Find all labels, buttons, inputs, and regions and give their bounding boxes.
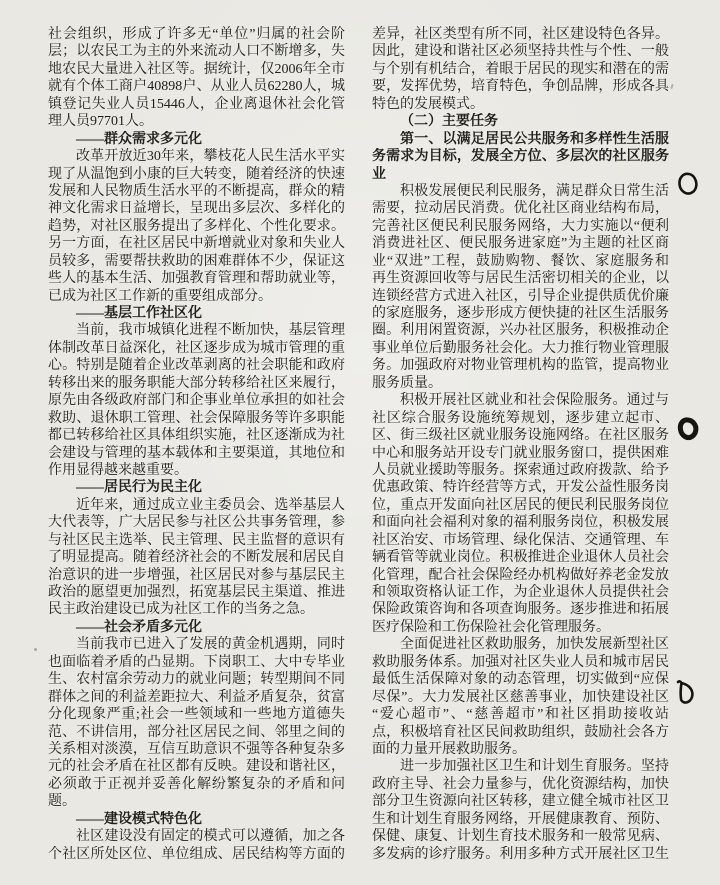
text-line: 第一、以满足居民公共服务和多样性生活服 [400,131,669,147]
text-line: 化管理，配合社会保险经办机构做好养老金发放 [372,567,669,583]
text-line: 个社区所处区位、单位组成、居民结构等方面的 [48,846,345,862]
section-heading: ——基层工作社区化 [76,306,202,321]
text-line: 心。特别是随着企业改革剥离的社会职能和政府 [48,358,345,374]
text-line: 救助服务体系。加强对社区失业人员和城市居民 [372,654,669,670]
text-line: 些人的基本生活、加强教育管理和帮助就业等， [48,271,345,287]
text-line: 治意识的进一步增强，社区居民对参与基层民主 [48,567,345,583]
text-line: 都已转移给社区具体组织实施，社区逐渐成为社 [48,428,345,444]
text-line: 业“双进”工程，鼓励购物、餐饮、家庭服务和 [372,253,669,269]
text-line: 务需求为目标，发展全方位、多层次的社区服务 [372,149,669,165]
text-line: 政府主导、社会力量参与，优化资源结构，加快 [372,776,669,792]
text-line: 最低生活保障对象的动态管理，切实做到“应保 [372,672,669,688]
text-line: 生、农村富余劳动力的就业问题；转型期间不同 [48,672,345,688]
text-line: 生和计划生育服务网络，开展健康教育、预防、 [372,811,669,827]
text-column-left [48,26,345,863]
text-line: 社会组织，形成了许多无“单位”归属的社会阶 [48,27,345,42]
text-line: 完善社区便民利民服务网络，大力实施以“便利 [372,218,669,234]
text-line: 差异，社区类型有所不同，社区建设特色各异。 [372,27,669,42]
text-line: 民主政治建设已成为社区工作的当务之急。 [48,602,314,618]
text-line: 也面临着矛盾的凸显期。下岗职工、大中专毕业 [48,654,345,670]
text-line: 趋势，对社区服务提出了多样化、个性化要求。 [48,218,345,234]
text-line: 保险政策咨询和各项查询服务。逐步推进和拓展 [372,602,669,618]
text-line: 保健、康复、计划生育技术服务和一般常见病、 [372,829,669,845]
handwritten-mark-3 [671,679,697,707]
text-line: 近年来，通过成立业主委员会、选举基层人 [76,497,345,513]
text-line: 分化现象严重;社会一些领域和一些地方道德失 [48,707,345,723]
text-line: 社区建设没有固定的模式可以遵循，加之各 [76,829,345,845]
text-line: 与个别有机结合，着眼于居民的现实和潜在的需 [372,61,669,77]
text-line: 群体之间的利益差距拉大、利益矛盾复杂，贫富 [48,689,345,705]
text-line: 区、街三级社区就业服务设施网络。在社区服务 [372,428,669,444]
text-line: 社区综合服务设施统筹规划，逐步建立起市、 [372,410,669,426]
scan-speck [34,648,37,651]
text-line: 多发病的诊疗服务。利用多种方式开展社区卫生 [372,846,669,862]
text-line: 发展和人民物质生活水平的不断提高，群众的精 [48,183,345,199]
text-line: 位，重点开发面向社区居民的便民利民服务岗位 [372,497,669,513]
text-line: 神文化需求日益增长，呈现出多层次、多样化的 [48,201,345,217]
text-line: 当前，我市城镇化进程不断加快，基层管理 [76,323,345,339]
text-line: 当前我市已进入了发展的黄金机遇期，同时 [76,637,345,653]
text-line: 再生资源回收等与居民生活密切相关的企业，以 [372,271,669,287]
text-line: 体制改革日益深化，社区逐步成为城市管理的重 [48,340,345,356]
text-line: 作用显得越来越重要。 [48,462,188,478]
text-line: 进一步加强社区卫生和计划生育服务。坚持 [400,759,669,775]
handwritten-mark-1 [676,171,700,197]
text-line: 理人员97701人。 [48,114,153,130]
text-line: 因此，建设和谐社区必须坚持共性与个性、一般 [372,44,669,60]
text-line: 的家庭服务，逐步形成方便快捷的社区生活服务 [372,306,669,321]
text-line: 层；以农民工为主的外来流动人口不断增多，失 [48,44,345,60]
text-line: 救助、退休职工管理、社会保障服务等许多职能 [48,410,345,426]
text-column-right [372,26,669,863]
text-line: 转移出来的服务职能大部分转移给社区来履行， [48,375,345,391]
text-line: 连锁经营方式进入社区，引导企业提供质优价廉 [372,288,669,304]
text-line: 政治的愿望更加强烈，拓宽基层民主渠道、推进 [48,585,345,600]
text-line: 已成为社区工作新的重要组成部分。 [48,288,272,304]
text-line: 服务质量。 [372,375,442,391]
section-heading: ——居民行为民主化 [76,480,202,496]
text-line: “爱心超市”、“慈善超市”和社区捐助接收站 [372,707,669,723]
text-line: 特色的发展模式。 [372,96,484,112]
text-line: 部分卫生资源向社区转移，建立健全城市社区卫 [372,794,669,810]
text-line: 中心和服务站开设专门就业服务窗口，提供困难 [372,445,669,461]
text-line: 改革开放近30年来，攀枝花人民生活水平实 [76,149,345,165]
text-line: 了明显提高。随着经济社会的不断发展和居民自 [48,550,345,566]
handwritten-mark-2 [675,415,701,443]
text-line: 必须敢于正视并妥善化解纷繁复杂的矛盾和问 [48,776,345,792]
text-line: 圈。利用闲置资源，兴办社区服务，积极推动企 [372,323,669,339]
text-line: 会建设与管理的基本载体和主要渠道，其地位和 [48,445,345,461]
text-line: 大代表等，广大居民参与社区公共事务管理，参 [48,515,345,531]
text-line: 社区治安、市场管理、绿化保洁、交通管理、车 [372,532,669,548]
text-line: 积极开展社区就业和社会保险服务。通过与 [400,393,669,409]
text-line: 消费进社区、便民服务进家庭”为主题的社区商 [372,236,669,252]
text-line: 地农民大量进入社区等。据统计，仅2006年全市 [48,61,345,77]
text-line: 和面向社会福利对象的福利服务岗位，积极发展 [372,515,669,531]
text-line: 事业单位后勤服务社会化。大力推行物业管理服 [372,340,669,356]
text-line: 与社区民主选举、民主管理、民主监督的意识有 [48,532,345,548]
text-line: 务。加强政府对物业管理机构的监管，提高物业 [372,358,669,374]
section-heading: ——社会矛盾多元化 [76,619,202,635]
text-line: 要，发挥优势，培育特色，争创品牌，形成各具 [372,79,669,95]
scan-speck [670,84,673,89]
text-line: 积极发展便民利民服务，满足群众日常生活 [400,183,669,199]
text-line: 全面促进社区救助服务，加快发展新型社区 [400,637,669,653]
text-line: 优惠政策、特许经营等方式，开发公益性服务岗 [372,480,669,496]
section-heading: ——群众需求多元化 [76,131,202,147]
text-line: 另一方面，在社区居民中新增就业对象和失业人 [48,236,345,252]
text-line: 尽保”。大力发展社区慈善事业，加快建设社区 [372,689,669,705]
text-line: 原先由各级政府部门和企事业单位承担的如社会 [48,393,345,409]
text-line: 员较多，需要帮扶救助的困难群体不少，保证这 [48,253,345,269]
section-heading: （二）主要任务 [400,114,498,130]
text-line: 面的力量开展救助服务。 [372,741,526,757]
text-line: 元的社会矛盾在社区都有反映。建设和谐社区， [48,759,345,775]
text-line: 辆看管等就业岗位。积极推进企业退休人员社会 [372,550,669,566]
text-line: 点，积极培育社区民间救助组织，鼓励社会各方 [372,724,669,740]
text-line: 业 [372,166,386,182]
text-line: 范、不讲信用，部分社区居民之间、邻里之间的 [48,724,345,740]
text-line: 镇登记失业人员15446人，企业离退休社会化管 [48,96,345,112]
text-line: 医疗保险和工伤保险社会化管理服务。 [372,619,610,635]
text-line: 关系相对淡漠，互信互助意识不强等各种复杂多 [48,741,345,757]
text-line: 和领取资格认证工作，为企业退休人员提供社会 [372,585,669,600]
text-line: 就有个体工商户40898户、从业人员62280人，城 [48,79,345,95]
text-line: 题。 [48,794,76,810]
text-line: 人员就业援助等服务。探索通过政府拨款、给予 [372,462,669,478]
text-line: 现了从温饱到小康的巨大转变，随着经济的快速 [48,166,345,182]
section-heading: ——建设模式特色化 [76,811,202,827]
text-line: 需要，拉动居民消费。优化社区商业结构布局， [372,201,669,217]
